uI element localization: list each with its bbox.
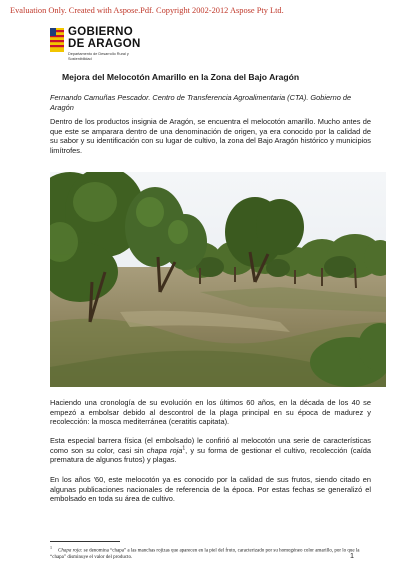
orchard-illustration: [50, 172, 386, 387]
paragraph-1: Dentro de los productos insignia de Aragón, se encuentra el melocotón amarillo. Mucho antes de que este se amparara dentro de una denominación de origen, ya era conocido por la calidad de su sabor y su identificación con su lugar de cultivo, la zona del Bajo Aragón histórico y municipios limítrofes.: [50, 117, 371, 155]
article-title: Mejora del Melocotón Amarillo en la Zona del Bajo Aragón: [62, 72, 300, 82]
gobierno-de-aragon-logo: [50, 26, 150, 64]
logo-line-1: GOBIERNO: [68, 26, 134, 38]
paragraph-3-end: , y su forma de gestionar el cultivo, recolección (caída prematura de algunos frutos) y plagas.: [50, 445, 371, 465]
chapa-roja-term: chapa roja: [146, 445, 183, 455]
footnote-number: 1: [50, 545, 52, 550]
logo-line-2: DE ARAGON: [68, 38, 141, 50]
footnote-text: se denomina “chapa” a las manchas rojizas que aparecen en la piel del fruto, caracterizado por su homogéneo color amarillo, por lo que la “chapa” disminuye el valor del producto.: [50, 548, 360, 561]
evaluation-watermark: Evaluation Only. Created with Aspose.Pdf. Copyright 2002-2012 Aspose Pty Ltd.: [10, 6, 284, 15]
footnote-term: Chapa roja:: [58, 548, 83, 554]
paragraph-2: Haciendo una cronología de su evolución en los últimos 60 años, en la década de los 40 se empezó a embolsar debido al descontrol de la plaga principal en su época de madurez y recolección: la mosca mediterránea (ceratitis capitata).: [50, 398, 371, 427]
logo-department: Departamento de Desarrollo Rural y Sostenibilidad: [68, 52, 129, 61]
page-number: 1: [350, 551, 354, 560]
aragon-flag-icon: [50, 28, 64, 52]
paragraph-4: En los años '60, este melocotón ya es conocido por la calidad de sus frutos, siendo citado en algunas publicaciones nacionales de referencia de la época. Por estas fechas se generalizó el embolsado en toda su área de cultivo.: [50, 475, 371, 504]
paragraph-3-start: Esta especial barrera física (el embolsado) le confirió al melocotón una serie de características como son su color, casi sin: [50, 436, 371, 455]
author-line: Fernando Camuñas Pescador. Centro de Transferencia Agroalimentaria (CTA). Gobierno de Aragón: [50, 93, 352, 112]
peach-orchard-photo: [50, 172, 386, 387]
footnote-ref: 1: [182, 445, 186, 452]
footnote-divider: [50, 541, 120, 542]
paragraph-3: [50, 436, 371, 465]
footnote: [50, 545, 370, 561]
logo-wordmark: [68, 26, 141, 50]
